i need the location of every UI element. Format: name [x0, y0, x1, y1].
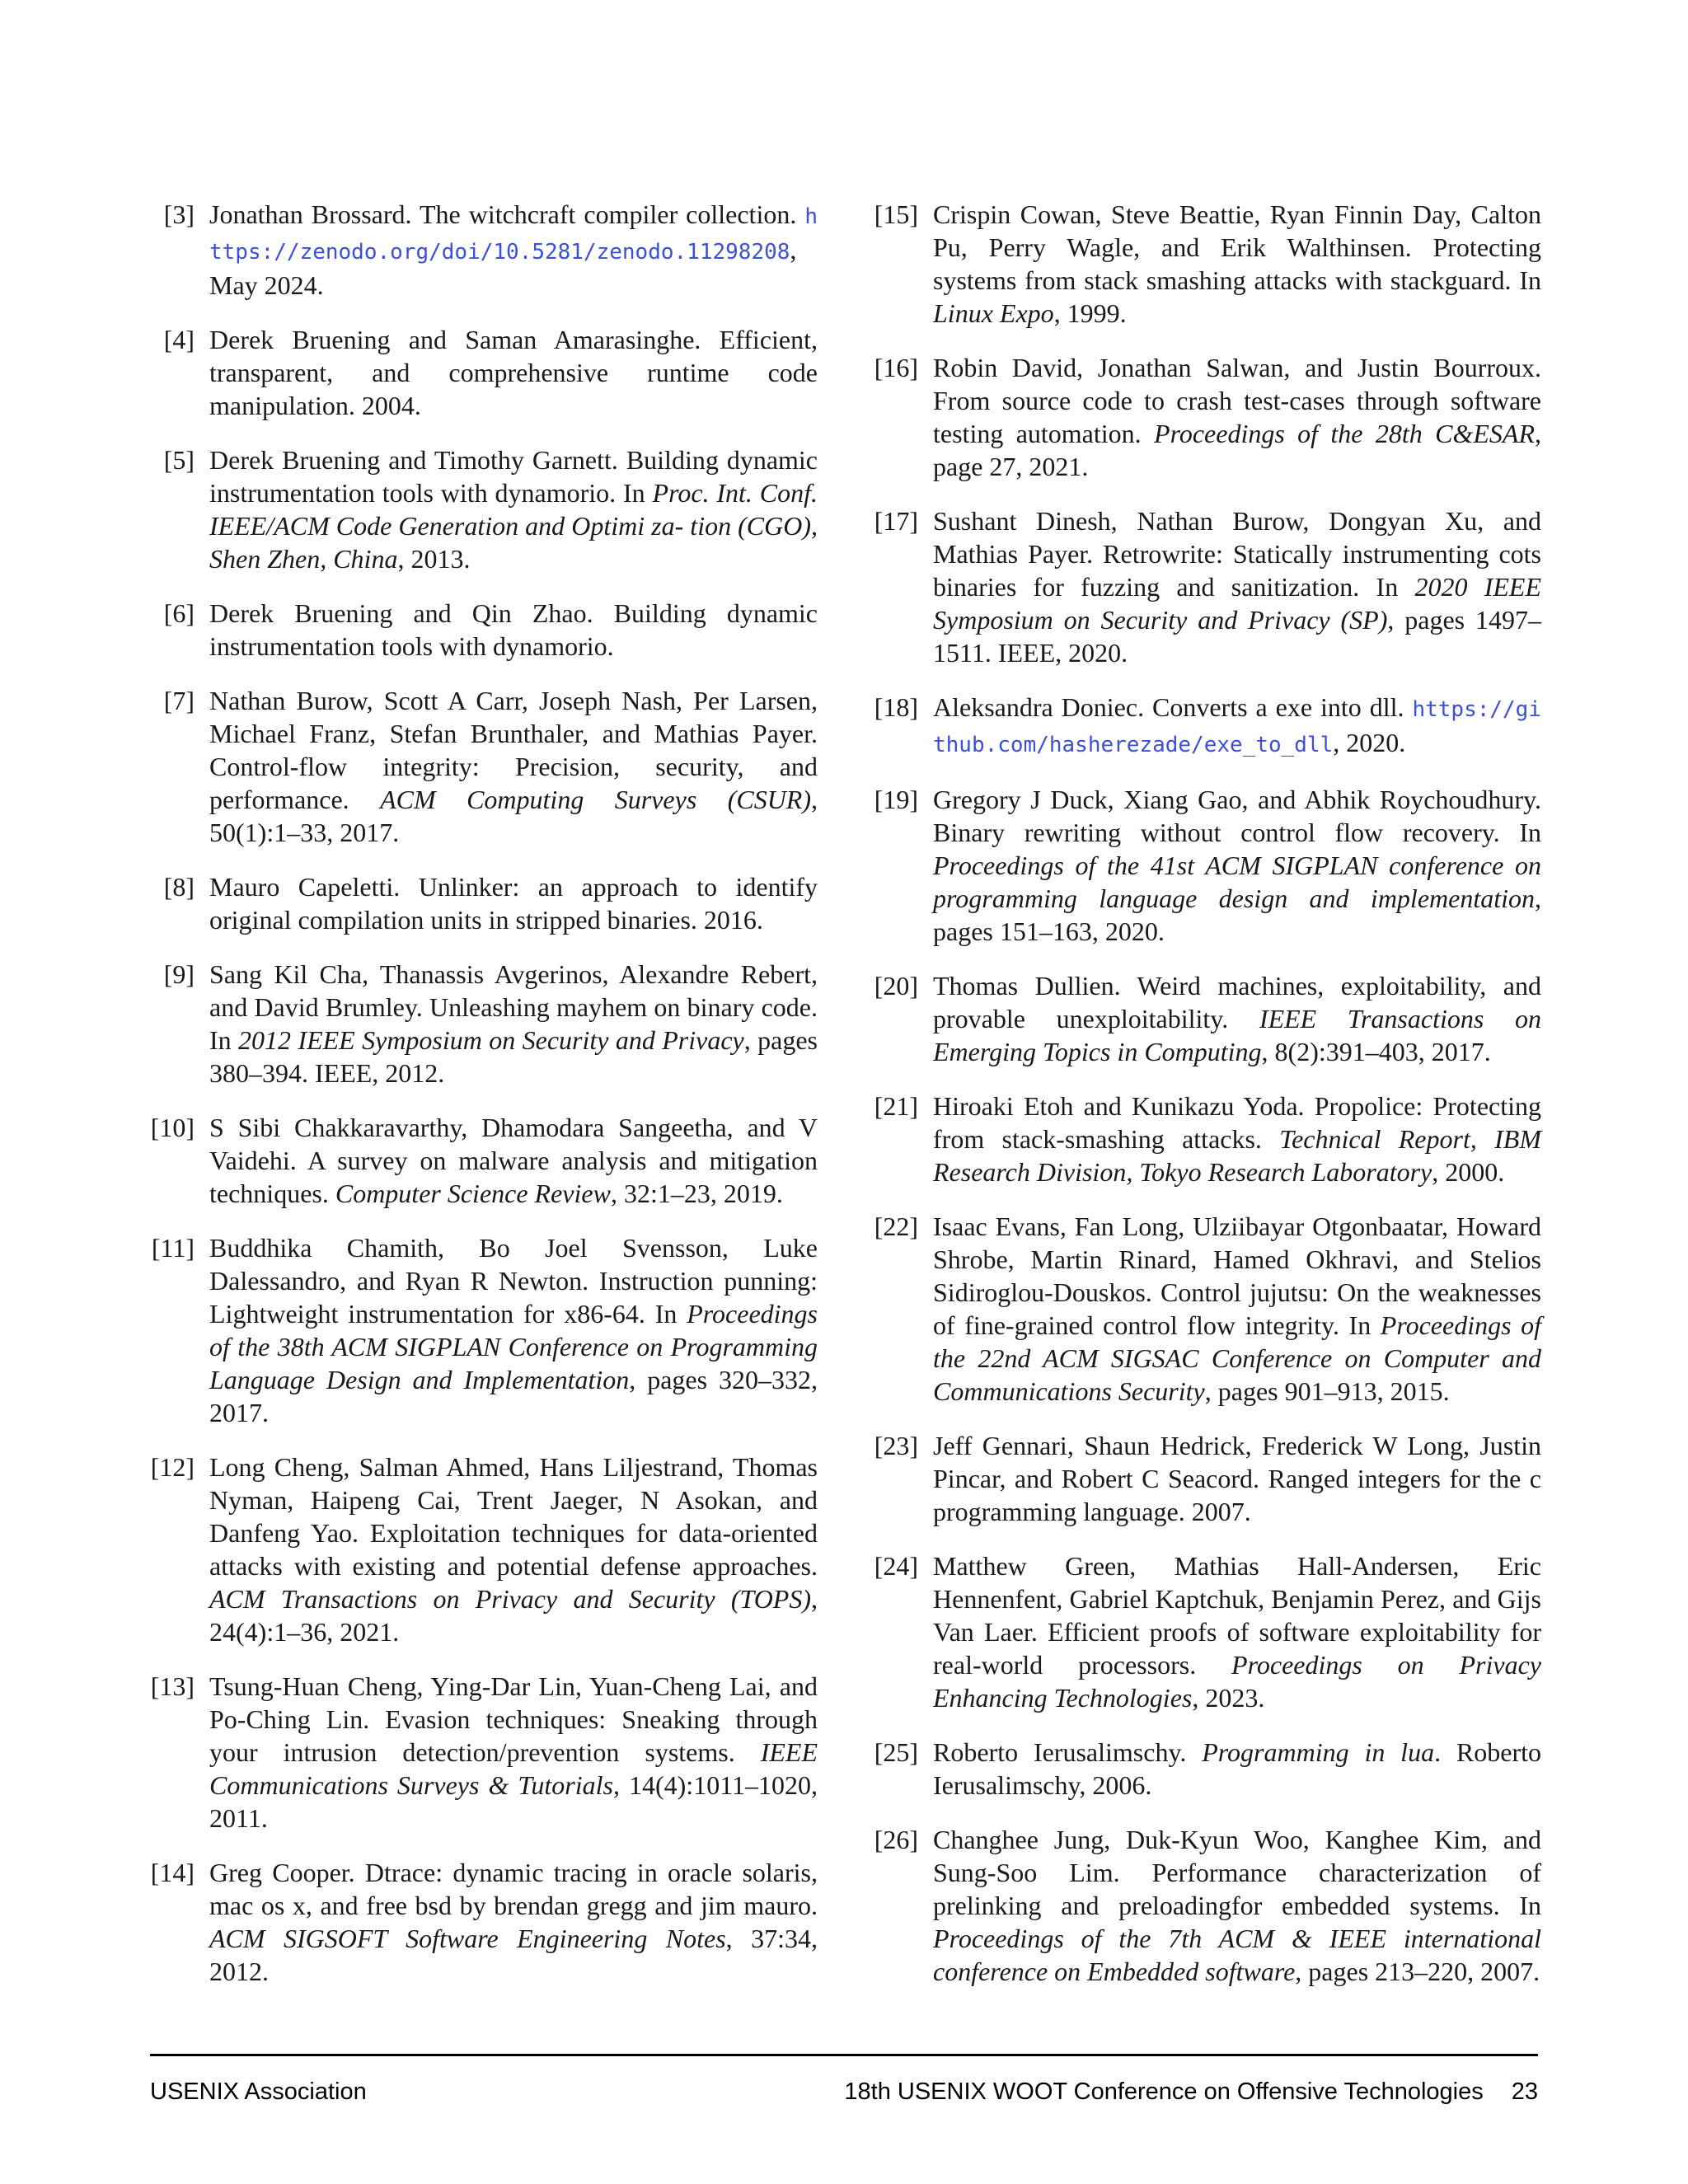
- reference-segment: S Sibi Chakkaravarthy, Dhamodara Sangeetha, and V Vaidehi. A survey on malware analysis and mitigation techniques.: [209, 1113, 818, 1208]
- reference-entry: [150, 684, 818, 849]
- reference-venue: Proceedings of the 7th ACM & IEEE international conference on Embedded software: [933, 1924, 1541, 1986]
- reference-number: [19]: [874, 785, 918, 814]
- reference-segment: , pages 380–394. IEEE, 2012.: [209, 1025, 818, 1088]
- reference-venue: IEEE Communications Surveys & Tutorials: [209, 1737, 818, 1800]
- reference-text: [209, 1231, 818, 1429]
- reference-text: [209, 684, 818, 849]
- footer-divider: [150, 2054, 1538, 2056]
- reference-segment: Long Cheng, Salman Ahmed, Hans Liljestrand, Thomas Nyman, Haipeng Cai, Trent Jaeger, N Asokan, and Danfeng Yao. Exploitation techniques for data-oriented attacks with existing and potential defense approaches.: [209, 1452, 818, 1581]
- reference-number: [10]: [150, 1113, 195, 1142]
- footer-conference-name: 18th USENIX WOOT Conference on Offensive Technologies: [844, 2079, 1484, 2105]
- reference-number: [26]: [874, 1825, 918, 1854]
- reference-segment: Roberto Ierusalimschy.: [933, 1737, 1203, 1767]
- reference-venue: Proc. Int. Conf. IEEE/ACM Code Generation and Optimi za- tion (CGO), Shen Zhen, China: [209, 478, 818, 574]
- reference-segment: , 2023.: [1192, 1683, 1265, 1713]
- reference-segment: , pages 213–220, 2007.: [1295, 1957, 1540, 1986]
- reference-text: [933, 1823, 1541, 1988]
- reference-segment: Thomas Dullien. Weird machines, exploitability, and provable unexploitability.: [933, 971, 1541, 1033]
- reference-segment: , page 27, 2021.: [933, 419, 1542, 481]
- reference-text: [933, 351, 1541, 483]
- reference-entry: [874, 969, 1541, 1068]
- reference-entry: [874, 783, 1541, 948]
- reference-venue: Proceedings of the 38th ACM SIGPLAN Conference on Programming Language Design and Implementation: [209, 1299, 818, 1394]
- reference-text: [209, 1451, 818, 1648]
- reference-url-link[interactable]: https://zenodo.org/doi/10.5281/zenodo.11298208: [209, 204, 818, 265]
- reference-venue: Computer Science Review: [335, 1179, 611, 1208]
- reference-venue: Technical Report, IBM Research Division, Tokyo Research Laboratory: [933, 1124, 1542, 1187]
- reference-text: [209, 1670, 818, 1835]
- reference-segment: Jonathan Brossard. The witchcraft compiler collection.: [209, 199, 805, 229]
- reference-segment: Isaac Evans, Fan Long, Ulziibayar Otgonbaatar, Howard Shrobe, Martin Rinard, Hamed Okhravi, and Stelios Sidiroglou-Douskos. Control jujutsu: On the weaknesses of fine-grained control flow integrity. In: [933, 1212, 1541, 1340]
- reference-venue: ACM SIGSOFT Software Engineering Notes: [209, 1924, 726, 1953]
- reference-segment: Changhee Jung, Duk-Kyun Woo, Kanghee Kim, and Sung-Soo Lim. Performance characterization of prelinking and preloadingfor embedded systems. In: [933, 1825, 1541, 1920]
- reference-entry: [150, 1670, 818, 1835]
- reference-segment: , 2013.: [397, 544, 471, 574]
- reference-segment: Gregory J Duck, Xiang Gao, and Abhik Roychoudhury. Binary rewriting without control flow recovery. In: [933, 785, 1541, 847]
- reference-segment: Mauro Capeletti. Unlinker: an approach to identify original compilation units in stripped binaries. 2016.: [209, 872, 818, 935]
- reference-venue: ACM Transactions on Privacy and Security (TOPS): [209, 1584, 811, 1614]
- reference-text: [933, 783, 1541, 948]
- reference-segment: Derek Bruening and Timothy Garnett. Building dynamic instrumentation tools with dynamorio. In: [209, 445, 818, 508]
- reference-entry: [874, 691, 1541, 762]
- reference-entry: [150, 958, 818, 1090]
- reference-venue: Proceedings of the 22nd ACM SIGSAC Conference on Computer and Communications Security: [933, 1310, 1542, 1406]
- reference-venue: 2020 IEEE Symposium on Security and Privacy (SP): [933, 572, 1542, 635]
- reference-segment: , 8(2):391–403, 2017.: [1261, 1037, 1491, 1066]
- reference-text: [209, 198, 818, 302]
- reference-segment: Robin David, Jonathan Salwan, and Justin Bourroux. From source code to crash test-cases through software testing automation.: [933, 353, 1541, 448]
- footer-publisher: USENIX Association: [150, 2079, 367, 2105]
- reference-entry: [874, 1090, 1541, 1188]
- reference-number: [17]: [874, 506, 918, 536]
- reference-entry: [150, 323, 818, 422]
- reference-entry: [150, 198, 818, 302]
- reference-number: [3]: [163, 199, 195, 229]
- reference-number: [13]: [150, 1671, 195, 1701]
- reference-venue: ACM Computing Surveys (CSUR): [380, 785, 812, 814]
- reference-text: [209, 870, 818, 936]
- reference-entry: [150, 1856, 818, 1988]
- reference-number: [23]: [874, 1431, 918, 1460]
- reference-number: [15]: [874, 199, 918, 229]
- reference-text: [933, 1210, 1541, 1408]
- reference-text: [933, 198, 1541, 330]
- reference-segment: Sushant Dinesh, Nathan Burow, Dongyan Xu, and Mathias Payer. Retrowrite: Statically instrumenting cots binaries for fuzzing and sanitization. In: [933, 506, 1541, 602]
- reference-entry: [874, 1823, 1541, 1988]
- reference-entry: [150, 1451, 818, 1648]
- reference-segment: , pages 1497–1511. IEEE, 2020.: [933, 605, 1542, 668]
- reference-text: [933, 504, 1541, 669]
- reference-segment: , 32:1–23, 2019.: [610, 1179, 783, 1208]
- reference-text: [209, 323, 818, 422]
- reference-number: [9]: [163, 959, 195, 989]
- reference-number: [7]: [163, 686, 195, 715]
- reference-venue: Programming in lua: [1202, 1737, 1435, 1767]
- reference-segment: , 2020.: [1333, 728, 1406, 757]
- reference-segment: Greg Cooper. Dtrace: dynamic tracing in oracle solaris, mac os x, and free bsd by brendan gregg and jim mauro.: [209, 1858, 818, 1920]
- page-number: 23: [1511, 2079, 1538, 2105]
- references-right-column: [874, 198, 1541, 2009]
- reference-segment: , 24(4):1–36, 2021.: [209, 1584, 818, 1647]
- reference-entry: [874, 1210, 1541, 1408]
- reference-text: [933, 1429, 1541, 1528]
- reference-number: [6]: [163, 598, 195, 628]
- reference-segment: , 1999.: [1053, 298, 1127, 328]
- reference-url-link[interactable]: https://github.com/hasherezade/exe_to_dll: [933, 697, 1541, 757]
- reference-number: [22]: [874, 1212, 918, 1241]
- reference-text: [933, 1549, 1541, 1714]
- references-left-column: [150, 198, 818, 2009]
- reference-segment: Tsung-Huan Cheng, Ying-Dar Lin, Yuan-Cheng Lai, and Po-Ching Lin. Evasion techniques: Sneaking through your intrusion detection/prevention systems.: [209, 1671, 818, 1767]
- reference-entry: [874, 1736, 1541, 1802]
- reference-segment: Hiroaki Etoh and Kunikazu Yoda. Propolice: Protecting from stack-smashing attacks.: [933, 1091, 1541, 1154]
- reference-number: [16]: [874, 353, 918, 382]
- footer-conference: [844, 2079, 1538, 2106]
- reference-segment: Sang Kil Cha, Thanassis Avgerinos, Alexandre Rebert, and David Brumley. Unleashing mayhem on binary code. In: [209, 959, 818, 1055]
- reference-segment: , 50(1):1–33, 2017.: [209, 785, 818, 847]
- reference-number: [21]: [874, 1091, 918, 1121]
- reference-venue: Proceedings on Privacy Enhancing Technologies: [933, 1650, 1542, 1713]
- reference-entry: [150, 1231, 818, 1429]
- reference-entry: [874, 504, 1541, 669]
- reference-segment: , 14(4):1011–1020, 2011.: [209, 1770, 818, 1833]
- reference-text: [209, 1111, 818, 1210]
- reference-venue: 2012 IEEE Symposium on Security and Privacy: [238, 1025, 744, 1055]
- reference-segment: Derek Bruening and Qin Zhao. Building dynamic instrumentation tools with dynamorio.: [209, 598, 818, 661]
- reference-segment: Crispin Cowan, Steve Beattie, Ryan Finnin Day, Calton Pu, Perry Wagle, and Erik Walthinsen. Protecting systems from stack smashing attacks with stackguard. In: [933, 199, 1541, 295]
- reference-number: [11]: [151, 1233, 195, 1263]
- reference-venue: Linux Expo: [933, 298, 1054, 328]
- reference-segment: Jeff Gennari, Shaun Hedrick, Frederick W Long, Justin Pincar, and Robert C Seacord. Ranged integers for the c programming language. 2007.: [933, 1431, 1541, 1526]
- reference-entry: [874, 198, 1541, 330]
- reference-venue: IEEE Transactions on Emerging Topics in Computing: [933, 1004, 1541, 1066]
- reference-entry: [150, 1111, 818, 1210]
- reference-number: [8]: [163, 872, 195, 902]
- reference-segment: Matthew Green, Mathias Hall-Andersen, Eric Hennenfent, Gabriel Kaptchuk, Benjamin Perez, and Gijs Van Laer. Efficient proofs of software exploitability for real-world processors.: [933, 1551, 1541, 1680]
- reference-venue: Proceedings of the 28th C&ESAR: [1154, 419, 1536, 448]
- reference-segment: Derek Bruening and Saman Amarasinghe. Efficient, transparent, and comprehensive runtime code manipulation. 2004.: [209, 325, 818, 420]
- reference-entry: [150, 597, 818, 663]
- reference-text: [933, 1736, 1541, 1802]
- reference-number: [4]: [163, 325, 195, 354]
- reference-text: [209, 1856, 818, 1988]
- reference-entry: [874, 1549, 1541, 1714]
- reference-entry: [150, 870, 818, 936]
- reference-entry: [874, 351, 1541, 483]
- reference-segment: , May 2024.: [209, 235, 797, 300]
- reference-text: [209, 597, 818, 663]
- reference-entry: [150, 443, 818, 575]
- reference-segment: . Roberto Ierusalimschy, 2006.: [933, 1737, 1542, 1800]
- reference-text: [209, 958, 818, 1090]
- reference-text: [933, 969, 1541, 1068]
- reference-entry: [874, 1429, 1541, 1528]
- reference-segment: Nathan Burow, Scott A Carr, Joseph Nash, Per Larsen, Michael Franz, Stefan Brunthaler, and Mathias Payer. Control-flow integrity: Precision, security, and performance.: [209, 686, 818, 814]
- reference-number: [14]: [150, 1858, 195, 1887]
- reference-number: [24]: [874, 1551, 918, 1581]
- reference-segment: , pages 320–332, 2017.: [209, 1365, 818, 1427]
- reference-segment: Aleksandra Doniec. Converts a exe into dll.: [933, 692, 1413, 722]
- reference-segment: , pages 901–913, 2015.: [1204, 1376, 1450, 1406]
- reference-segment: , 2000.: [1432, 1157, 1505, 1187]
- reference-number: [25]: [874, 1737, 918, 1767]
- reference-text: [933, 1090, 1541, 1188]
- reference-number: [18]: [874, 692, 918, 722]
- reference-venue: Proceedings of the 41st ACM SIGPLAN conference on programming language design and implementation: [933, 851, 1541, 913]
- reference-number: [20]: [874, 971, 918, 1001]
- reference-segment: , pages 151–163, 2020.: [933, 883, 1541, 946]
- reference-number: [5]: [163, 445, 195, 475]
- reference-segment: , 37:34, 2012.: [209, 1924, 818, 1986]
- reference-text: [209, 443, 818, 575]
- reference-segment: Buddhika Chamith, Bo Joel Svensson, Luke Dalessandro, and Ryan R Newton. Instruction punning: Lightweight instrumentation for x86-64. In: [209, 1233, 818, 1329]
- reference-text: [933, 691, 1541, 762]
- reference-number: [12]: [150, 1452, 195, 1482]
